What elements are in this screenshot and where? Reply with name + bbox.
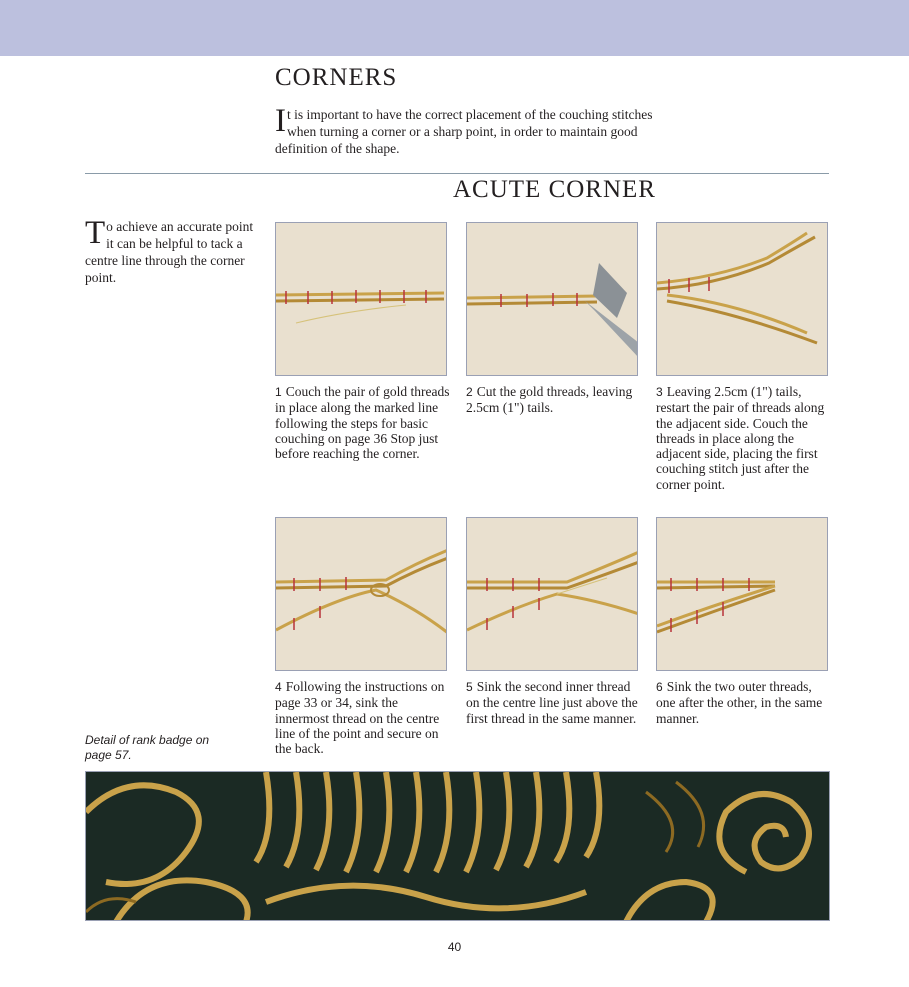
step-4-text: Following the instructions on page 33 or 34, sink the innermost thread on the centre line of the point and secure on the back. xyxy=(275,679,445,757)
subsection-title: ACUTE CORNER xyxy=(453,176,656,203)
step-3-number: 3 xyxy=(656,385,663,399)
step-2-photo xyxy=(466,222,638,376)
side-note-text: o achieve an accurate point it can be helpful to tack a centre line through the corner point. xyxy=(85,219,254,285)
step-6-caption xyxy=(656,679,832,726)
step-4-photo xyxy=(275,517,447,671)
section-divider xyxy=(85,173,829,174)
step-5-photo xyxy=(466,517,638,671)
intro-paragraph xyxy=(275,103,655,157)
step-4-number: 4 xyxy=(275,680,282,694)
step-5-text: Sink the second inner thread on the centre line just above the first thread in the same manner. xyxy=(466,679,638,726)
step-1-caption xyxy=(275,384,451,461)
side-note-dropcap: T xyxy=(85,215,106,251)
step-1-photo xyxy=(275,222,447,376)
step-2-number: 2 xyxy=(466,385,473,399)
step-5-caption xyxy=(466,679,642,726)
step-1-number: 1 xyxy=(275,385,282,399)
step-6-photo xyxy=(656,517,828,671)
section-title: CORNERS xyxy=(275,64,398,91)
intro-text: t is important to have the correct placement of the couching stitches when turning a corner or a sharp point, in order to maintain good definition of the shape. xyxy=(275,107,653,156)
step-1-text: Couch the pair of gold threads in place along the marked line following the steps for basic couching on page 36 Stop just before reaching the corner. xyxy=(275,384,450,462)
step-3-caption xyxy=(656,384,832,492)
page-number: 40 xyxy=(447,940,462,954)
step-3-text: Leaving 2.5cm (1") tails, restart the pair of threads along the adjacent side. Couch the threads in place along the adjacent side, placing the first couching stitch just after the corner point. xyxy=(656,384,825,492)
step-2-text: Cut the gold threads, leaving 2.5cm (1") tails. xyxy=(466,384,633,416)
header-band xyxy=(0,0,909,56)
step-3-photo xyxy=(656,222,828,376)
step-6-number: 6 xyxy=(656,680,663,694)
step-6-text: Sink the two outer threads, one after the other, in the same manner. xyxy=(656,679,823,726)
step-2-caption xyxy=(466,384,642,416)
side-note xyxy=(85,215,261,286)
step-5-number: 5 xyxy=(466,680,473,694)
step-4-caption xyxy=(275,679,451,756)
intro-dropcap: I xyxy=(275,103,286,139)
rank-badge-photo xyxy=(85,771,830,921)
badge-photo-caption: Detail of rank badge on page 57. xyxy=(85,733,210,762)
